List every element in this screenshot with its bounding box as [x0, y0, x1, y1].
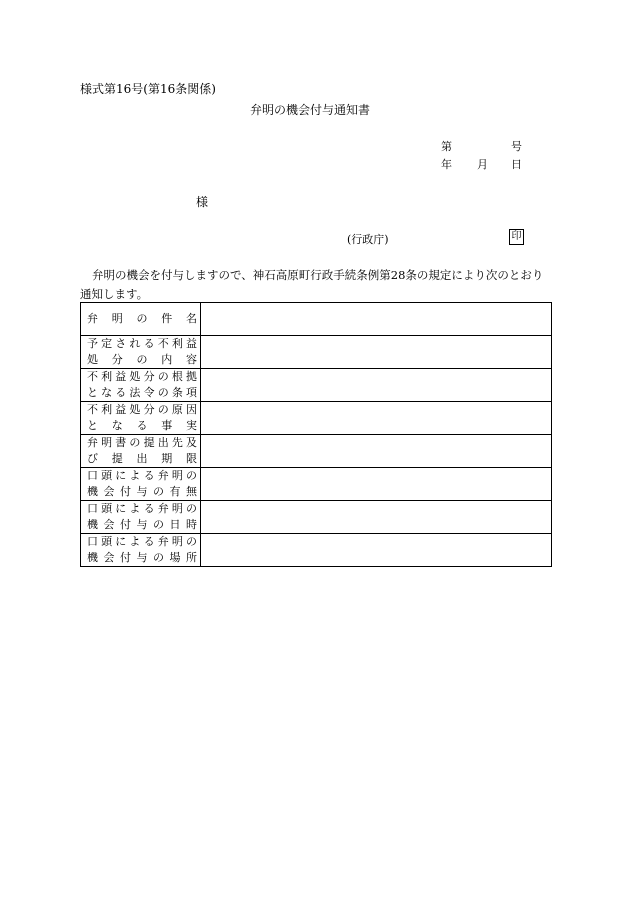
row-label [81, 369, 201, 402]
row-label-line: 処分の内容 [87, 353, 197, 366]
table-row [81, 468, 552, 501]
row-value [201, 534, 552, 567]
issuing-agency: (行政庁) [347, 233, 389, 246]
row-label-line: 弁明書の提出先及 [87, 436, 197, 449]
notice-details-table [80, 302, 552, 567]
row-value [201, 435, 552, 468]
row-label [81, 501, 201, 534]
row-label-line: 口頭による弁明の [87, 535, 197, 548]
notice-body [80, 266, 550, 304]
table-row [81, 303, 552, 336]
row-label-line: 不利益処分の原因 [87, 403, 197, 416]
row-label [81, 402, 201, 435]
row-value [201, 468, 552, 501]
row-label-line: となる法令の条項 [87, 386, 197, 399]
document-number-go: 号 [511, 140, 522, 153]
row-label [81, 468, 201, 501]
table-row [81, 336, 552, 369]
row-value [201, 303, 552, 336]
row-label-line: 機会付与の日時 [87, 518, 197, 531]
form-number: 様式第16号(第16条関係) [80, 82, 216, 96]
row-label-line: び提出期限 [87, 452, 197, 465]
document-title: 弁明の機会付与通知書 [250, 103, 371, 117]
row-label-line: 予定される不利益 [87, 337, 197, 350]
row-label-line: 弁明の件名 [87, 312, 197, 325]
row-label [81, 336, 201, 369]
table-row [81, 435, 552, 468]
row-label-line: 機会付与の有無 [87, 485, 197, 498]
row-value [201, 369, 552, 402]
row-value [201, 501, 552, 534]
row-value [201, 402, 552, 435]
seal-mark: 印 [509, 229, 524, 245]
table-row [81, 402, 552, 435]
row-label-line: となる事実 [87, 419, 197, 432]
date-year: 年 [441, 158, 452, 171]
table-row [81, 534, 552, 567]
row-value [201, 336, 552, 369]
addressee-honorific: 様 [196, 195, 209, 209]
row-label-line: 口頭による弁明の [87, 469, 197, 482]
notice-body-line-1: 弁明の機会を付与しますので、神石高原町行政手続条例第28条の規定により次のとおり [92, 268, 544, 282]
date-month: 月 [477, 158, 488, 171]
row-label [81, 534, 201, 567]
table-row [81, 501, 552, 534]
row-label-line: 機会付与の場所 [87, 551, 197, 564]
row-label [81, 303, 201, 336]
row-label [81, 435, 201, 468]
notice-body-line-2: 通知します。 [80, 287, 149, 301]
row-label-line: 口頭による弁明の [87, 502, 197, 515]
document-number-dai: 第 [441, 140, 452, 153]
row-label-line: 不利益処分の根拠 [87, 370, 197, 383]
date-day: 日 [511, 158, 522, 171]
table-row [81, 369, 552, 402]
